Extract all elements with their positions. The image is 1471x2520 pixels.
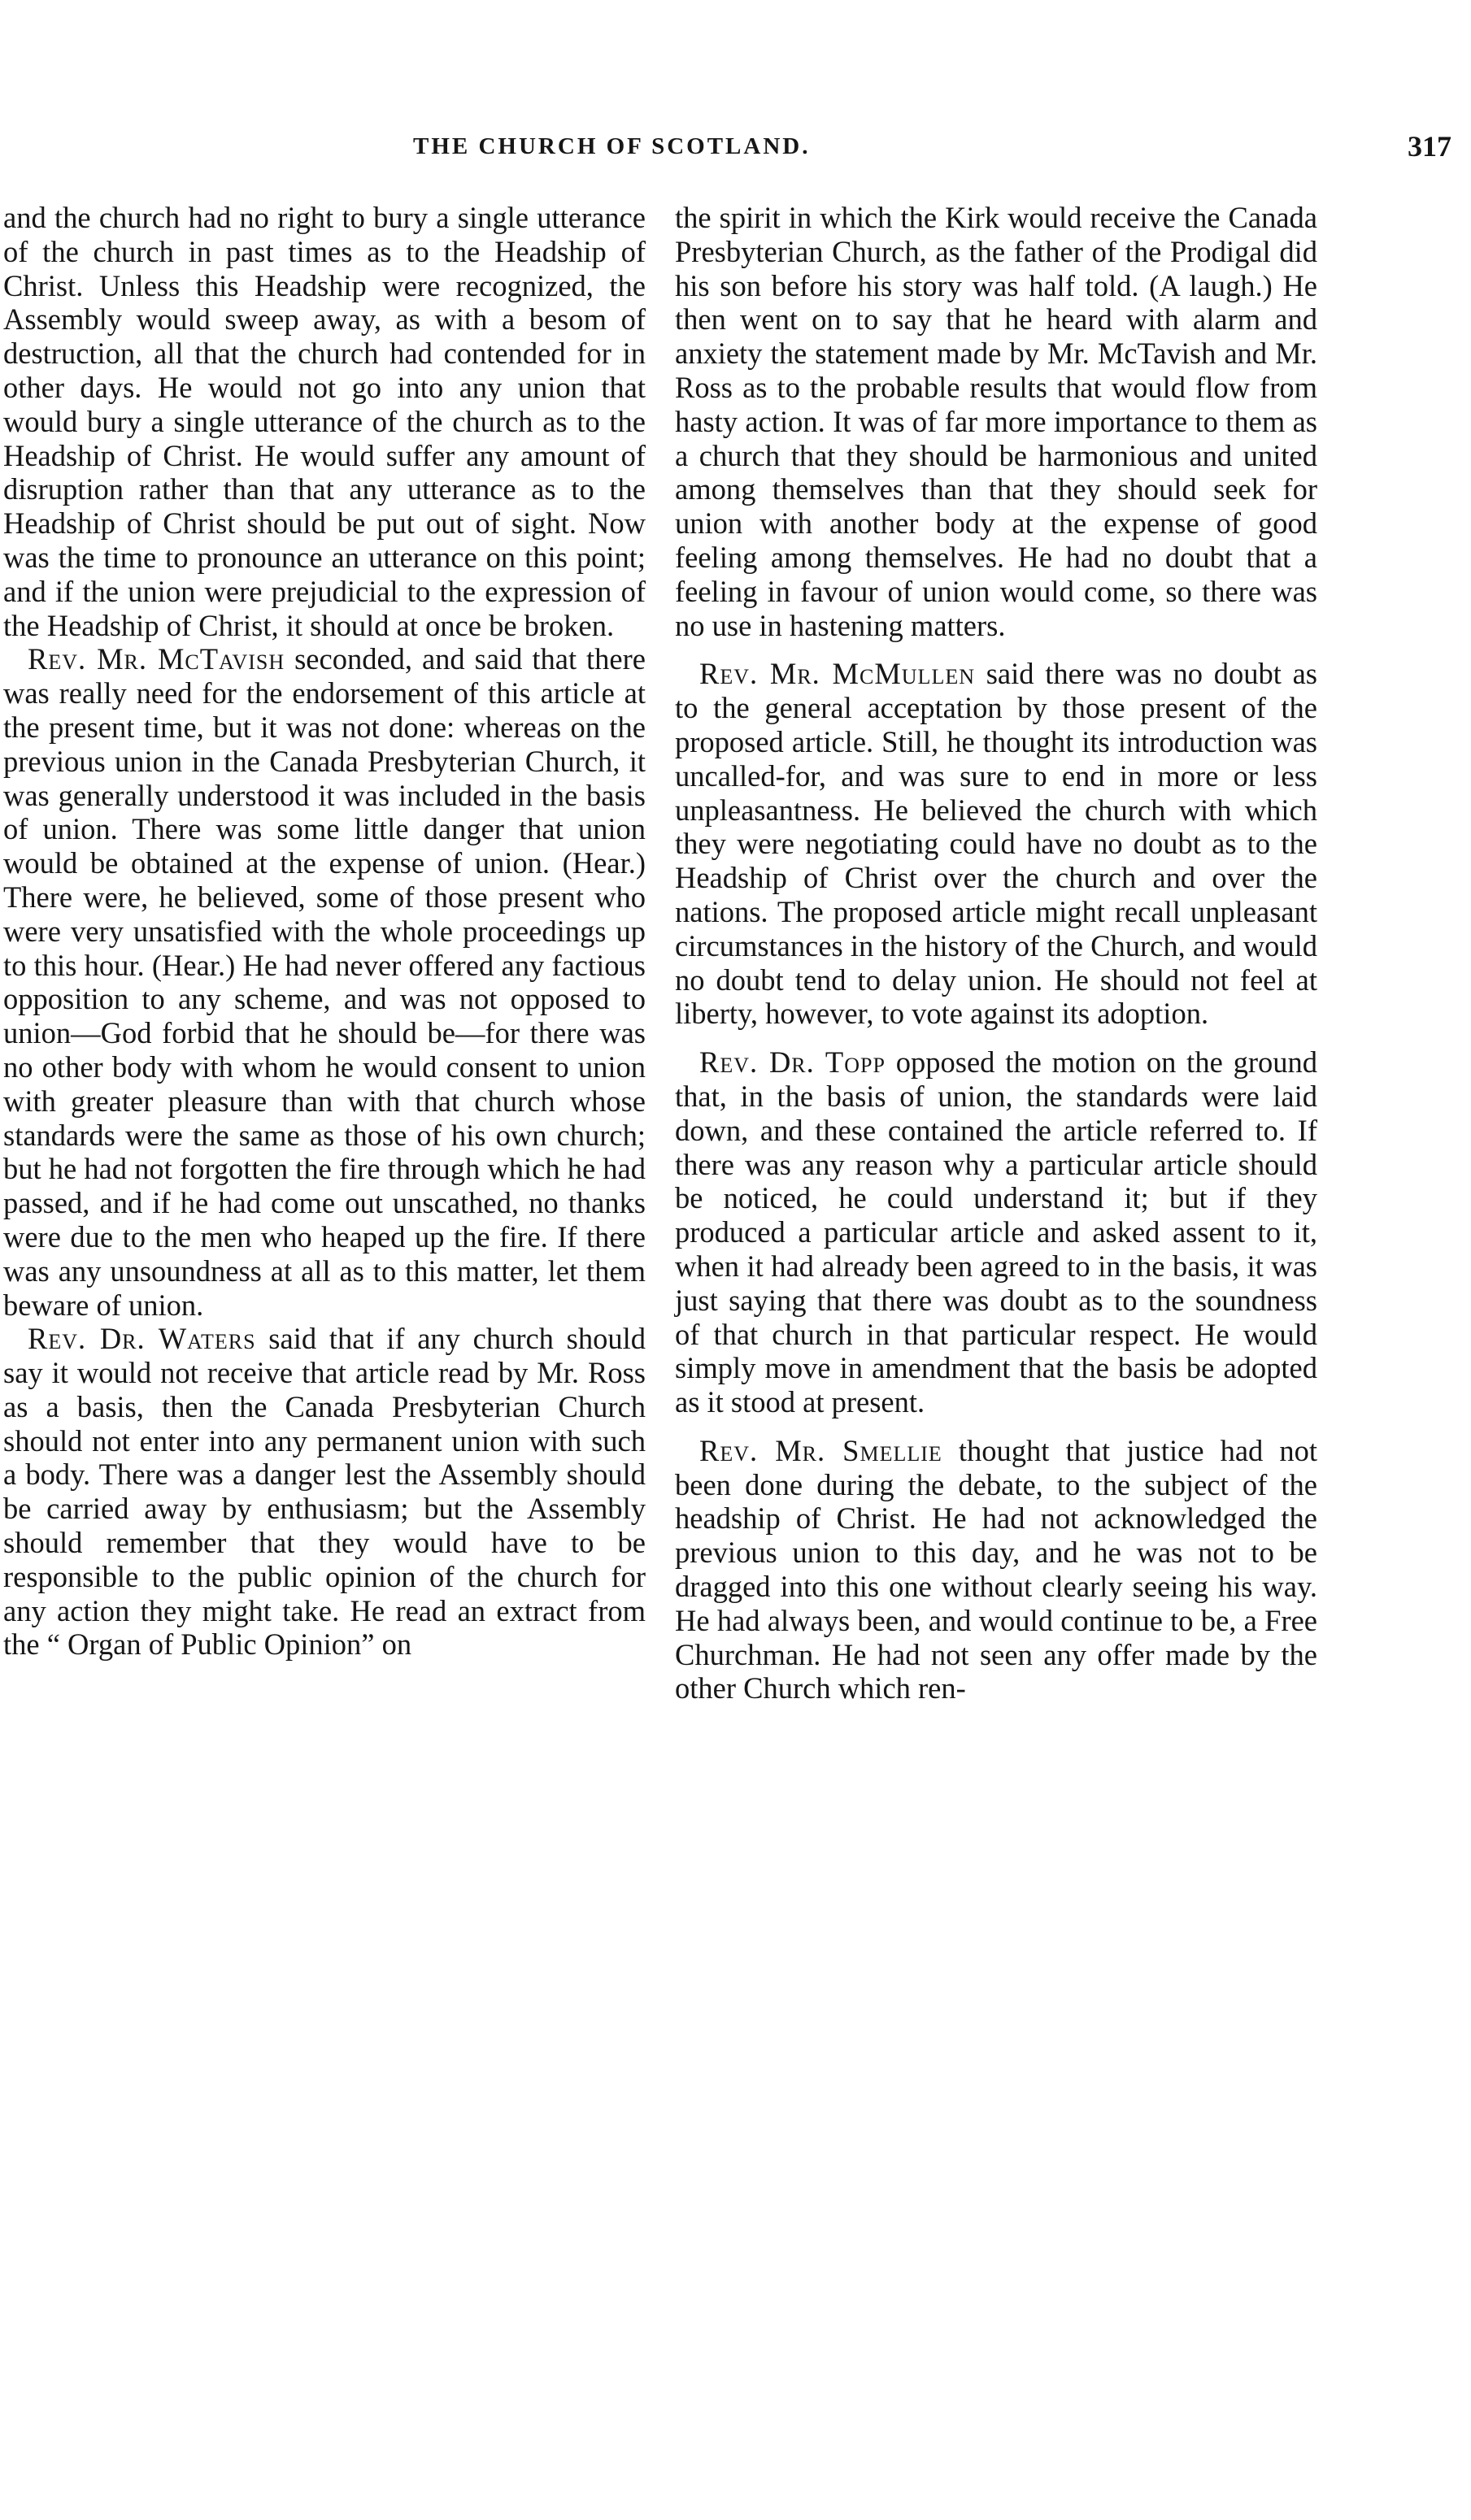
paragraph-text: said that if any church should say it would not receive that article read by Mr. Ross as a basis, then the Canada Presbyterian Church should not enter into any permanent union with such a body. There was a danger lest the Assembly should be carried away by enthusiasm; but the Assembly should remember that they would have to be responsible to the public opinion of the church for any action they might take. He read an extract from the “ Organ of Public Opinion” on bbox=[3, 1322, 646, 1662]
speaker-name: Rev. Mr. Smellie bbox=[699, 1433, 942, 1467]
speaker-name: Rev. Mr. McTavish bbox=[28, 642, 285, 676]
paragraph bbox=[3, 642, 646, 1322]
paragraph: and the church had no right to bury a single utterance of the church in past times as to the Headship of Christ. Unless this Headship were recognized, the Assembly would sweep away, as with a besom of destruction, all that the church had contended for in other days. He would not go into any union that would bury a single utterance of the church as to the Headship of Christ. He would suffer any amount of disruption rather than that any utterance as to the Headship of Christ should be put out of sight. Now was the time to pronounce an utterance on this point; and if the union were prejudicial to the expression of the Headship of Christ, it should at once be broken. bbox=[3, 201, 646, 642]
paragraph: the spirit in which the Kirk would receive the Canada Presbyterian Church, as the father of the Prodigal did his son before his story was half told. (A laugh.) He then went on to say that he heard with alarm and anxiety the statement made by Mr. McTavish and Mr. Ross as to the probable results that would flow from hasty action. It was of far more importance to them as a church that they should be harmonious and united among themselves than that they should seek for union with another body at the expense of good feeling among themselves. He had no doubt that a feeling in favour of union would come, so there was no use in hastening matters. bbox=[675, 201, 1317, 642]
paragraph-text: opposed the motion on the ground that, in the basis of union, the standards were laid down, and these contained the article referred to. If there was any reason why a particular article should be noticed, he could understand it; but if they produced a particular article and asked assent to it, when it had already been agreed to in the basis, it was just saying that there was doubt as to the soundness of that church in that particular respect. He would simply move in amendment that the basis be adopted as it stood at present. bbox=[675, 1045, 1317, 1419]
right-column bbox=[675, 201, 1317, 1705]
paragraph-text: seconded, and said that there was really need for the endorsement of this article at the present time, but it was not done: whereas on the previous union in the Canada Presbyterian Church, it was generally understood it was included in the basis of union. There was some little danger that union would be obtained at the expense of union. (Hear.) There were, he believed, some of those present who were very unsatisfied with the whole proceedings up to this hour. (Hear.) He had never offered any factious opposition to any scheme, and was not opposed to union—God forbid that he should be—for there was no other body with whom he would consent to union with greater pleasure than with that church whose standards were the same as those of his own church; but he had not forgotten the fire through which he had passed, and if he had come out unscathed, no thanks were due to the men who heaped up the fire. If there was any unsoundness at all as to this matter, let them beware of union. bbox=[3, 642, 646, 1322]
paragraph-text: said there was no doubt as to the general acceptation by those present of the proposed article. Still, he thought its introduction was uncalled-for, and was sure to end in more or less unpleasantness. He believed the church with which they were negotiating could have no doubt as to the Headship of Christ over the church and over the nations. The proposed article might recall unpleasant circumstances in the history of the Church, and would no doubt tend to delay union. He should not feel at liberty, however, to vote against its adoption. bbox=[675, 657, 1317, 1031]
page-header bbox=[0, 122, 1471, 171]
paragraph bbox=[3, 1322, 646, 1662]
paragraph bbox=[675, 1434, 1317, 1705]
speaker-name: Rev. Dr. Waters bbox=[28, 1322, 256, 1356]
paragraph bbox=[675, 657, 1317, 1031]
running-title: THE CHURCH OF SCOTLAND. bbox=[413, 133, 811, 159]
left-column bbox=[3, 201, 646, 1662]
paragraph-text: thought that justice had not been done during the debate, to the subject of the headship of Christ. He had not acknowledged the previous union to this day, and he was not to be dragged into this one without clearly seeing his way. He had always been, and would continue to be, a Free Churchman. He had not seen any offer made by the other Church which ren- bbox=[675, 1433, 1318, 1705]
speaker-name: Rev. Mr. McMullen bbox=[699, 657, 975, 691]
speaker-name: Rev. Dr. Topp bbox=[699, 1045, 886, 1080]
page-number: 317 bbox=[1408, 130, 1451, 163]
paragraph bbox=[675, 1045, 1317, 1419]
